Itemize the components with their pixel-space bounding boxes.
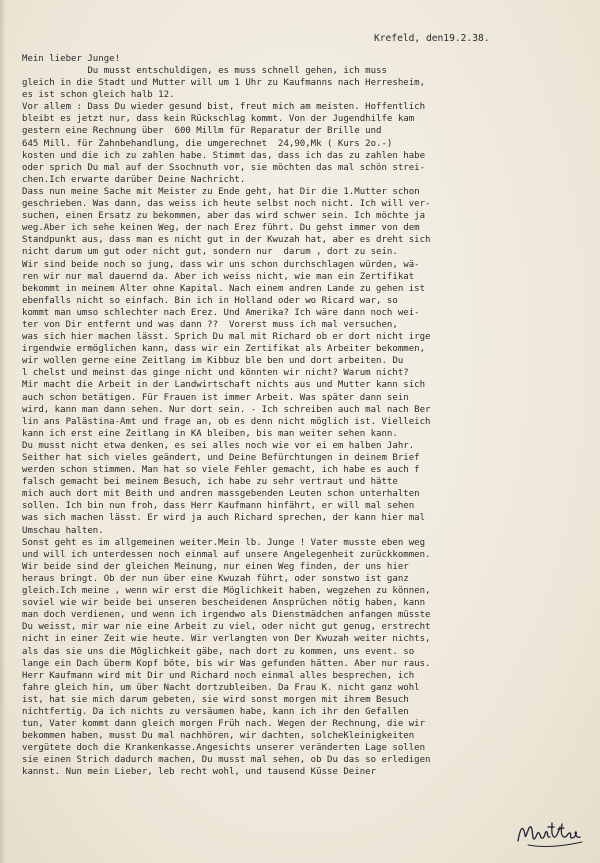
letter-line: gestern eine Rechnung über 600 Millm für Reparatur der Brille und [22, 126, 382, 137]
letter-line: und will ich unterdessen noch einmal auf unsere Angelegenheit zurückkommen. [22, 549, 431, 560]
letter-line: als das sie uns die Möglichkeit gäbe, nach dort zu kommen, uns event. so [22, 646, 415, 657]
letter-line: Du musst entschuldigen, es muss schnell gehen, ich muss [22, 66, 387, 76]
letter-line: es ist schon gleich halb 12. [22, 90, 175, 101]
letter-line: auch schon betätigen. Für Frauen ist immer Arbeit. Was später dann sein [22, 392, 409, 403]
paper-edge-shadow [0, 0, 6, 863]
letter-salutation: Mein lieber Junge! [22, 54, 121, 64]
letter-line: wir wollen gerne eine Zeitlang im Kibbuz ble ben und dort arbeiten. Du [22, 356, 404, 367]
letter-line: l chelst und meinst das ginge nicht und könnten wir nicht? Warum nicht? [22, 368, 409, 379]
letter-line: gleich.Ich meine , wenn wir erst die Möglichkeit haben, wegzehen zu können, [22, 586, 431, 597]
letter-line: Seither hat sich vieles geändert, und Deine Befürchtungen in deinem Brief [22, 453, 420, 463]
letter-line: chen.Ich erwarte darüber Deine Nachricht. [22, 174, 246, 185]
letter-line: Dass nun meine Sache mit Meister zu Ende geht, hat Dir die 1.Mutter schon [22, 186, 420, 197]
handwritten-signature [514, 815, 586, 851]
letter-line: oder sprich Du mal auf der Ssochnuth vor, sie möchten das mal schön strei- [22, 162, 426, 173]
letter-line: ter von Dir entfernt und was dann ?? Vorerst muss ich mal versuchen, [22, 319, 398, 330]
letter-line: lin ans Palästina-Amt und frage an, ob es denn nicht möglich ist. Vielleich [22, 416, 431, 427]
letter-line: 645 Mill. für Zahnbehandlung, die umgerechnet 24,90,Mk ( Kurs 2o.-) [22, 138, 393, 149]
letter-line: falsch gemacht bei meinem Besuch, ich habe zu sehr vertraut und hätte [22, 477, 398, 488]
letter-line: Umschau halten. [22, 525, 104, 536]
letter-line: bekommt in meinem Alter ohne Kapital. Nach einem andren Lande zu gehen ist [22, 283, 426, 294]
letter-line: was sich machen lässt. Er wird ja auch Richard sprechen, der kann hier mal [22, 513, 426, 524]
letter-line: gleich in die Stadt und Mutter will um 1 Uhr zu Kaufmanns nach Herresheim, [22, 78, 426, 89]
letter-line: heraus bringt. Ob der nun über eine Kwuzah führt, oder sonstwo ist ganz [22, 573, 409, 584]
letter-line: Du musst nicht etwa denken, es sei alles noch wie vor ei em halben Jahr. [22, 440, 415, 451]
letter-line: geschrieben. Was dann, das weiss ich heute selbst noch nicht. Ich will ver- [22, 199, 431, 210]
letter-line: Herr Kaufmann wird mit Dir und Richard noch einmal alles besprechen, ich [22, 670, 415, 681]
letter-line: werden schon stimmen. Man hat so viele Fehler gemacht, ich habe es auch f [22, 465, 420, 476]
letter-dateline: Krefeld, den19.2.38. [374, 33, 490, 44]
letter-line: nichtfertig. Da ich nichts zu versäumen habe, kann ich ihr den Gefallen [22, 706, 409, 717]
letter-body [22, 65, 596, 779]
letter-line: ist, hat sie mich darum gebeten, sie wird sonst morgen mit ihrem Besuch [22, 694, 409, 705]
letter-line: Vor allem : Dass Du wieder gesund bist, freut mich am meisten. Hoffentlich [22, 102, 426, 113]
letter-line: kannst. Nun mein Lieber, leb recht wohl, und tausend Küsse Deiner [22, 767, 377, 778]
letter-line: fahre gleich hin, um über Nacht dortzubleiben. Da Frau K. nicht ganz wohl [22, 682, 420, 693]
letter-line: irgendwie ermöglichen kann, dass wir ein Zertifikat als Arbeiter bekommen, [22, 344, 426, 355]
letter-line: bleibt es jetzt nur, dass kein Rückschlag kommt. Von der Jugendhilfe kam [22, 114, 415, 125]
letter-line: ebenfalls nicht so einfach. Bin ich in Holland oder wo Ricard war, so [22, 295, 398, 306]
letter-line: kosten und die ich zu zahlen habe. Stimmt das, dass ich das zu zahlen habe [22, 150, 426, 161]
letter-line: weg.Aber ich sehe keinen Weg, der nach Erez führt. Du gehst immer von dem [22, 223, 420, 234]
letter-line: vergütete doch die Krankenkasse.Angesichts unserer veränderten Lage sollen [22, 743, 426, 754]
letter-line: wird, kann man dann sehen. Nur dort sein. - Ich schreiben auch mal nach Ber [22, 404, 431, 415]
letter-line: mich auch dort mit Beith und andren massgebenden Leuten schon unterhalten [22, 489, 420, 500]
letter-line: was sich hier machen lässt. Sprich Du mal mit Richard ob er dort nicht irge [22, 332, 431, 343]
letter-line: ren wir nur mal dauernd da. Aber ich weiss nicht, wie man ein Zertifikat [22, 271, 415, 282]
letter-line: Standpunkt aus, dass man es nicht gut in der Kwuzah hat, aber es dreht sich [22, 235, 431, 246]
letter-line: Wir sind beide noch so jung, dass wir uns schon durchschlagen würden, wä- [22, 259, 420, 270]
letter-line: bekommen haben, musst Du mal nachhören, wir dachten, solcheKleinigkeiten [22, 731, 415, 742]
letter-line: sollen. Ich bin nun froh, dass Herr Kaufmann hinfährt, er will mal sehen [22, 501, 415, 512]
letter-line: man doch verdienen, und wenn ich irgendwo als Dienstmädchen anfangen müsste [22, 610, 431, 621]
letter-line: nicht in einer Zeit wie heute. Wir verlangten von Der Kwuzah weiter nichts, [22, 634, 431, 645]
letter-line: Du weisst, mir war nie eine Arbeit zu viel, oder nicht gut genug, erstrecht [22, 622, 431, 633]
letter-line: Sonst geht es im allgemeinen weiter.Mein lb. Junge ! Vater musste eben weg [22, 537, 426, 548]
letter-line: soviel wie wir beide bei unseren bescheidenen Ansprüchen nötig haben, kann [22, 598, 426, 609]
letter-line: tun, Vater kommt dann gleich morgen Früh nach. Wegen der Rechnung, die wir [22, 719, 426, 730]
letter-line: sie einen Strich dadurch machen, Du musst mal sehen, ob Du das so erledigen [22, 755, 431, 766]
letter-line: Wir beide sind der gleichen Meinung, nur einen Weg finden, der uns hier [22, 561, 409, 572]
letter-line: suchen, einen Ersatz zu bekommen, aber das wird schwer sein. Ich möchte ja [22, 211, 426, 222]
letter-line: Mir macht die Arbeit in der Landwirtschaft nichts aus und Mutter kann sich [22, 380, 426, 391]
letter-line: kommt man umso schlechter nach Erez. Und Amerika? Ich wäre dann noch wei- [22, 307, 420, 318]
letter-line: lange ein Dach überm Kopf böte, bis wir Was gefunden hätten. Aber nur raus. [22, 658, 431, 669]
letter-line: nicht darum um gut oder nicht gut, sondern nur darum , dort zu sein. [22, 247, 398, 258]
letter-line: kann ich erst eine Zeitlang in KA bleiben, bis man weiter sehen kann. [22, 428, 398, 439]
